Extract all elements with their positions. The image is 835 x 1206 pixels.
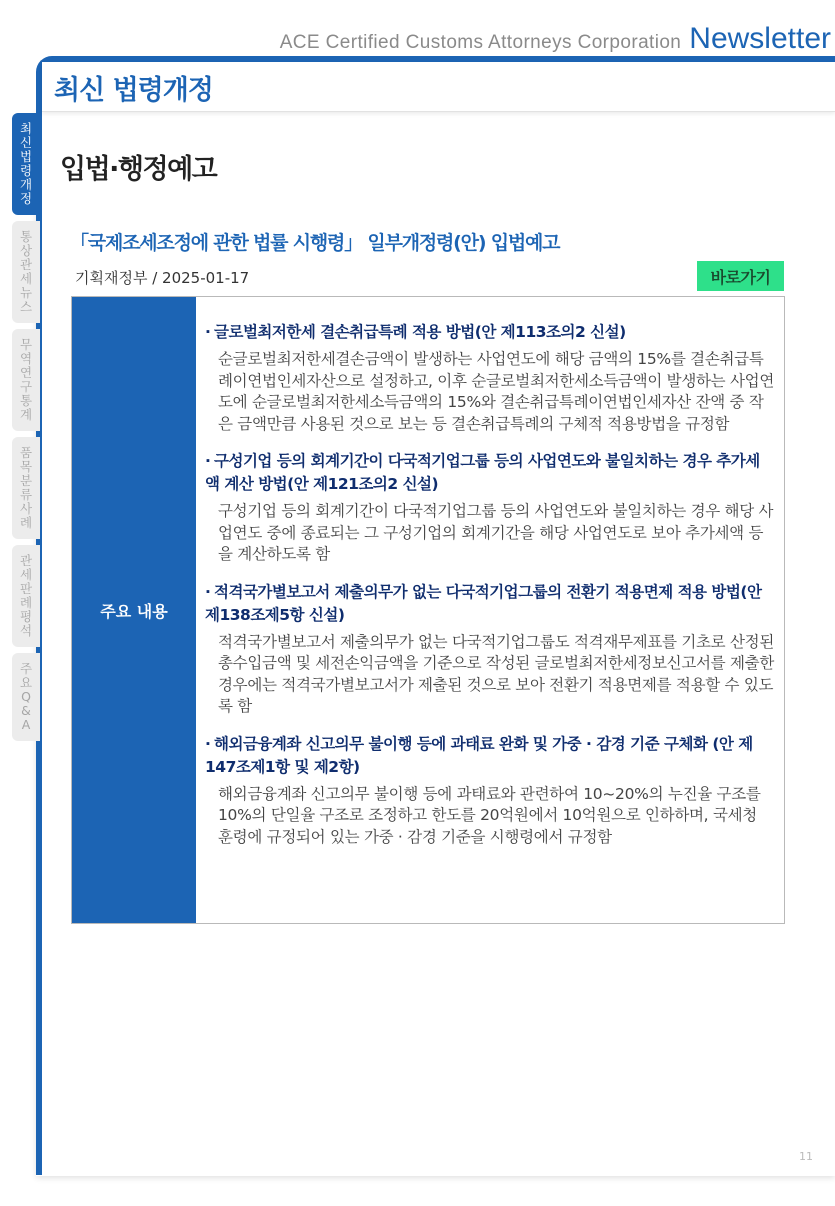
side-tab-2[interactable] bbox=[12, 329, 40, 431]
company-name: ACE Certified Customs Attorneys Corporation bbox=[279, 32, 682, 53]
item-heading-text: 구성기업 등의 회계기간이 다국적기업그룹 등의 사업연도와 불일치하는 경우 추가세액 계산 방법(안 제121조의2 신설) bbox=[205, 452, 760, 493]
content-item bbox=[205, 321, 774, 435]
item-heading bbox=[205, 733, 774, 779]
side-tab-4[interactable] bbox=[12, 545, 40, 647]
newsletter-label: Newsletter bbox=[689, 22, 831, 55]
section-title: 최신 법령개정 bbox=[54, 75, 213, 106]
bullet-icon: · bbox=[205, 582, 211, 601]
side-tab-nav bbox=[12, 113, 40, 747]
item-text: 해외금융계좌 신고의무 불이행 등에 과태료와 관련하여 10~20%의 누진율 구조를 10%의 단일율 구조로 조정하고 한도를 20억원에서 10억원으로 인하하며, 국세청 훈령에 규정되어 있는 가중 · 감경 기준을 시행령에서 규정함 bbox=[218, 784, 761, 846]
content-label: 주요 내용 bbox=[72, 297, 196, 923]
content-item bbox=[205, 581, 774, 718]
content-box bbox=[71, 296, 785, 924]
side-tab-label: 통 상 관 세 뉴 스 bbox=[19, 229, 33, 314]
side-tab-label: 주 요 Q & A bbox=[19, 661, 33, 732]
side-tab-label: 품 목 분 류 사 례 bbox=[19, 445, 33, 530]
article-title: 「국제조세조정에 관한 법률 시행령」 일부개정령(안) 입법예고 bbox=[70, 232, 560, 254]
item-heading-text: 적격국가별보고서 제출의무가 없는 다국적기업그룹의 전환기 적용면제 적용 방법(안 제138조제5항 신설) bbox=[205, 582, 762, 624]
page-subheading: 입법·행정예고 bbox=[60, 154, 217, 185]
bullet-icon: · bbox=[205, 734, 211, 753]
item-heading-text: 글로벌최저한세 결손취급특례 적용 방법(안 제113조의2 신설) bbox=[214, 323, 626, 341]
item-heading bbox=[205, 450, 774, 496]
item-text: 구성기업 등의 회계기간이 다국적기업그룹 등의 사업연도와 불일치하는 경우 해당 사업연도 중에 종료되는 그 구성기업의 회계기간을 해당 사업연도로 보아 추가세액 등을 계산하도록 함 bbox=[218, 502, 774, 563]
article-meta: 기획재정부 / 2025-01-17 bbox=[75, 269, 250, 287]
item-heading-text: 해외금융계좌 신고의무 불이행 등에 과태료 완화 및 가중 · 감경 기준 구체화 (안 제147조제1항 및 제2항) bbox=[205, 734, 753, 776]
item-heading bbox=[205, 321, 774, 344]
go-to-link-button[interactable]: 바로가기 bbox=[697, 261, 784, 291]
side-tab-0[interactable] bbox=[12, 113, 40, 215]
newsletter-header bbox=[280, 22, 831, 56]
bullet-icon: · bbox=[205, 452, 211, 470]
bullet-icon: · bbox=[205, 323, 211, 341]
content-item bbox=[205, 450, 774, 566]
item-text: 적격국가별보고서 제출의무가 없는 다국적기업그룹도 적격재무제표를 기초로 산정된 총수입금액 및 세전손익금액을 기준으로 작성된 글로벌최저한세정보신고서를 제출한 경우에는 적격국가별보고서가 제출된 것으로 보아 전환기 적용면제를 적용할 수 있도록 함 bbox=[218, 632, 774, 715]
item-heading bbox=[205, 581, 774, 627]
content-item bbox=[205, 733, 774, 849]
page-number: 11 bbox=[799, 1150, 813, 1163]
side-tab-1[interactable] bbox=[12, 221, 40, 323]
item-text: 순글로벌최저한세결손금액이 발생하는 사업연도에 해당 금액의 15%를 결손취급특례이연법인세자산으로 설정하고, 이후 순글로벌최저한세소득금액이 발생하는 사업연도에 순글로벌최저한세소득금액의 15%와 결손취급특례이연법인세자산 잔액 중 작은 금액만큼 사용된 것으로 보는 등 결손취급특례의 구체적 적용방법을 규정함 bbox=[218, 350, 774, 433]
side-tab-5[interactable] bbox=[12, 653, 40, 741]
side-tab-label: 최 신 법 령 개 정 bbox=[19, 121, 33, 206]
side-tab-label: 관 세 판 례 평 석 bbox=[19, 553, 33, 638]
content-body bbox=[196, 297, 784, 923]
side-tab-3[interactable] bbox=[12, 437, 40, 539]
side-tab-label: 무 역 연 구 통 계 bbox=[19, 337, 33, 422]
